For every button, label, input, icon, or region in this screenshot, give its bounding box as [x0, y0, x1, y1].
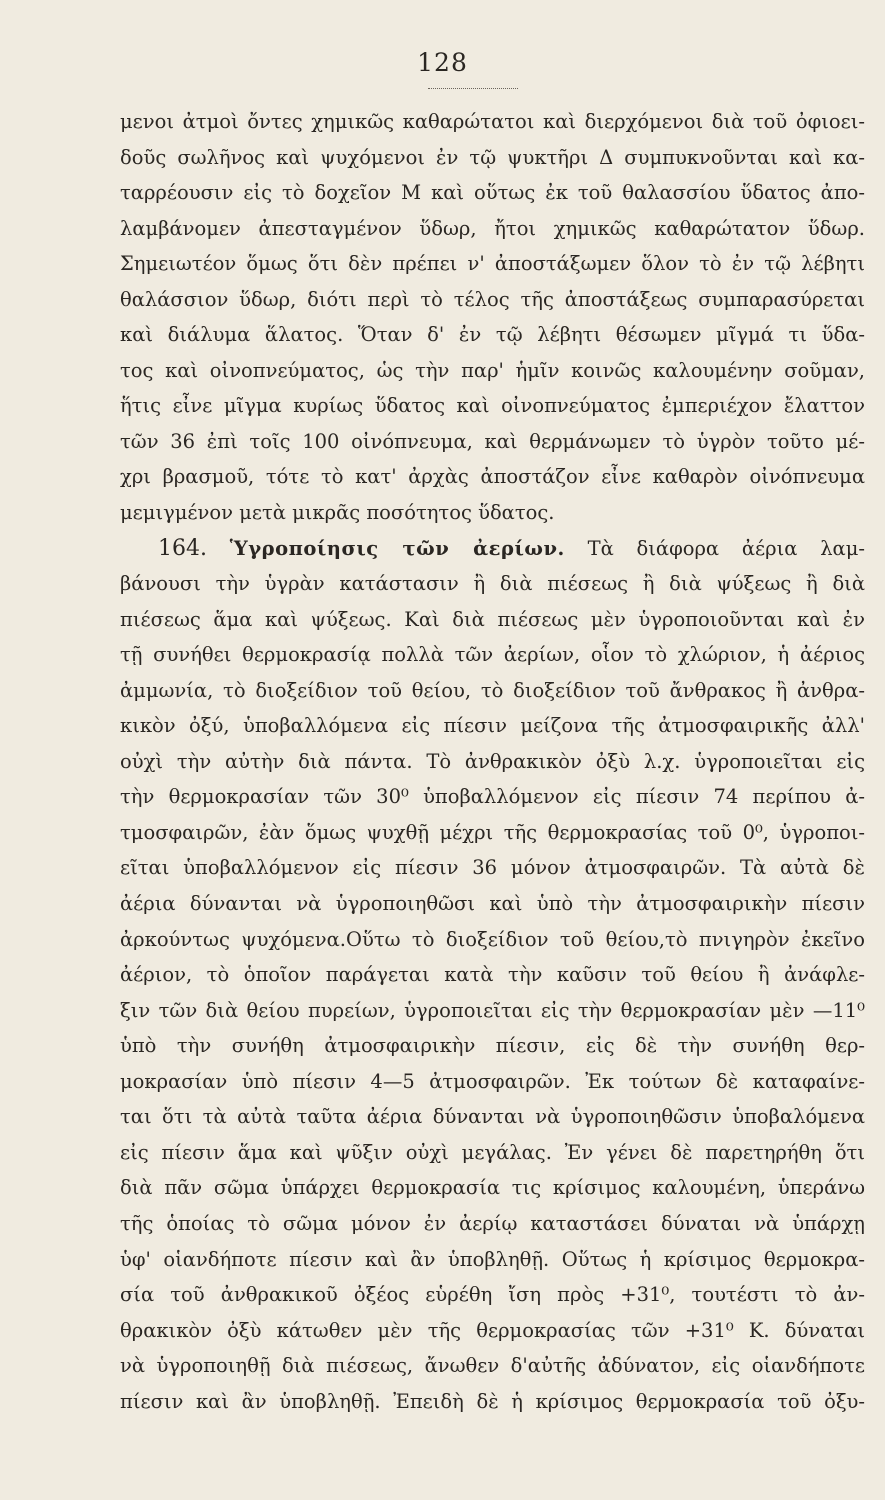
- text-line: πιέσεως ἅμα καὶ ψύξεως. Καὶ διὰ πιέσεως μὲν ὑγροποιοῦνται καὶ ἐν: [120, 607, 865, 631]
- text-line: τῆς ὁποίας τὸ σῶμα μόνον ἐν ἀερίῳ καταστάσει δύναται νὰ ὑπάρχῃ: [120, 1211, 865, 1235]
- text-line: μενοι ἀτμοὶ ὄντες χημικῶς καθαρώτατοι καὶ διερχόμενοι διὰ τοῦ ὀφιοει-: [120, 110, 865, 133]
- text-line: ἀμμωνία, τὸ διοξείδιον τοῦ θείου, τὸ διοξείδιον τοῦ ἄνθρακος ἢ ἀνθρα-: [120, 678, 865, 702]
- text-line: λαμβάνομεν ἀπεσταγμένον ὕδωρ, ἤτοι χημικῶς καθαρώτατον ὕδωρ.: [120, 216, 865, 240]
- text-line: κικὸν ὀξύ, ὑποβαλλόμενα εἰς πίεσιν μείζονα τῆς ἀτμοσφαιρικῆς ἀλλ': [120, 714, 865, 738]
- section-heading-line: [120, 531, 865, 567]
- body-text: [120, 104, 865, 1419]
- text-line: θαλάσσιον ὕδωρ, διότι περὶ τὸ τέλος τῆς ἀποστάξεως συμπαρασύρεται: [120, 287, 865, 311]
- text-line: Σημειωτέον ὅμως ὅτι δὲν πρέπει ν' ἀποστάξωμεν ὅλον τὸ ἐν τῷ λέβητι: [120, 252, 865, 276]
- text-line: διὰ πᾶν σῶμα ὑπάρχει θερμοκρασία τις κρίσιμος καλουμένη, ὑπεράνω: [120, 1176, 865, 1200]
- page-number: 128: [417, 48, 468, 77]
- text-line: ται ὅτι τὰ αὐτὰ ταῦτα ἀέρια δύνανται νὰ ὑγροποιηθῶσιν ὑποβαλόμενα: [120, 1105, 865, 1129]
- text-line: τῇ συνήθει θερμοκρασίᾳ πολλὰ τῶν ἀερίων, οἷον τὸ χλώριον, ἡ ἀέριος: [120, 643, 865, 667]
- text-line: εῖται ὑποβαλλόμενον εἰς πίεσιν 36 μόνον ἀτμοσφαιρῶν. Τὰ αὐτὰ δὲ: [120, 856, 865, 880]
- text-line: θρακικὸν ὀξὺ κάτωθεν μὲν τῆς θερμοκρασίας τῶν +31⁰ Κ. δύναται: [120, 1318, 865, 1342]
- section-number: 164.: [158, 535, 207, 561]
- text-line: ἀέρια δύνανται νὰ ὑγροποιηθῶσι καὶ ὑπὸ τὴν ἀτμοσφαιρικὴν πίεσιν: [120, 892, 865, 916]
- text-line: νὰ ὑγροποιηθῇ διὰ πιέσεως, ἄνωθεν δ'αὐτῆς ἀδύνατον, εἰς οἱανδήποτε: [120, 1354, 865, 1378]
- text-line: ἀέριον, τὸ ὁποῖον παράγεται κατὰ τὴν καῦσιν τοῦ θείου ἢ ἀνάφλε-: [120, 963, 865, 987]
- text-line: οὐχὶ τὴν αὐτὴν διὰ πάντα. Τὸ ἀνθρακικὸν ὀξὺ λ.χ. ὑγροποιεῖται εἰς: [120, 749, 865, 773]
- header-rule: [428, 88, 518, 89]
- text-line: δοῦς σωλῆνος καὶ ψυχόμενοι ἐν τῷ ψυκτῆρι Δ συμπυκνοῦνται καὶ κα-: [120, 145, 865, 169]
- text-line: χρι βρασμοῦ, τότε τὸ κατ' ἀρχὰς ἀποστάζον εἶνε καθαρὸν οἰνόπνευμα: [120, 465, 865, 489]
- text-line: τμοσφαιρῶν, ἐὰν ὅμως ψυχθῇ μέχρι τῆς θερμοκρασίας τοῦ 0⁰, ὑγροποι-: [120, 820, 865, 844]
- text-line: πίεσιν καὶ ἂν ὑποβληθῇ. Ἐπειδὴ δὲ ἡ κρίσιμος θερμοκρασία τοῦ ὀξυ-: [120, 1389, 865, 1413]
- text-line: ὑφ' οἱανδήποτε πίεσιν καὶ ἂν ὑποβληθῇ. Οὕτως ἡ κρίσιμος θερμοκρα-: [120, 1247, 865, 1271]
- text-line: τος καὶ οἰνοπνεύματος, ὡς τὴν παρ' ἡμῖν κοινῶς καλουμένην σοῦμαν,: [120, 358, 865, 382]
- section-heading-rest: Τὰ διάφορα ἀέρια λαμ-: [587, 536, 865, 560]
- text-line: καὶ διάλυμα ἅλατος. Ὅταν δ' ἐν τῷ λέβητι θέσωμεν μῖγμά τι ὕδα-: [120, 323, 865, 347]
- text-line: ταρρέουσιν εἰς τὸ δοχεῖον Μ καὶ οὕτως ἐκ τοῦ θαλασσίου ὕδατος ἀπο-: [120, 181, 865, 205]
- text-line: τὴν θερμοκρασίαν τῶν 30⁰ ὑποβαλλόμενον εἰς πίεσιν 74 περίπου ἀ-: [120, 785, 865, 809]
- text-line: εἰς πίεσιν ἅμα καὶ ψῦξιν οὐχὶ μεγάλας. Ἐν γένει δὲ παρετηρήθη ὅτι: [120, 1140, 865, 1164]
- text-line: ὑπὸ τὴν συνήθη ἀτμοσφαιρικὴν πίεσιν, εἰς δὲ τὴν συνήθη θερ-: [120, 1034, 865, 1058]
- text-line: ἀρκούντως ψυχόμενα.Οὕτω τὸ διοξείδιον τοῦ θείου,τὸ πνιγηρὸν ἐκεῖνο: [120, 927, 865, 951]
- text-line: βάνουσι τὴν ὑγρὰν κατάστασιν ἢ διὰ πιέσεως ἢ διὰ ψύξεως ἢ διὰ: [120, 572, 865, 596]
- text-line: ἥτις εἶνε μῖγμα κυρίως ὕδατος καὶ οἰνοπνεύματος ἐμπεριέχον ἔλαττον: [120, 394, 865, 418]
- text-line: τῶν 36 ἐπὶ τοῖς 100 οἰνόπνευμα, καὶ θερμάνωμεν τὸ ὑγρὸν τοῦτο μέ-: [120, 429, 865, 453]
- section-title: Ὑγροποίησις τῶν ἀερίων.: [229, 536, 565, 560]
- text-line: σία τοῦ ἀνθρακικοῦ ὀξέος εὑρέθη ἴση πρὸς +31⁰, τουτέστι τὸ ἀν-: [120, 1283, 865, 1307]
- text-line: ξιν τῶν διὰ θείου πυρείων, ὑγροποιεῖται εἰς τὴν θερμοκρασίαν μὲν —11⁰: [120, 998, 865, 1022]
- text-line: μοκρασίαν ὑπὸ πίεσιν 4—5 ἀτμοσφαιρῶν. Ἐκ τούτων δὲ καταφαίνε-: [120, 1069, 865, 1093]
- text-line: μεμιγμένον μετὰ μικρᾶς ποσότητος ὕδατος.: [120, 501, 555, 525]
